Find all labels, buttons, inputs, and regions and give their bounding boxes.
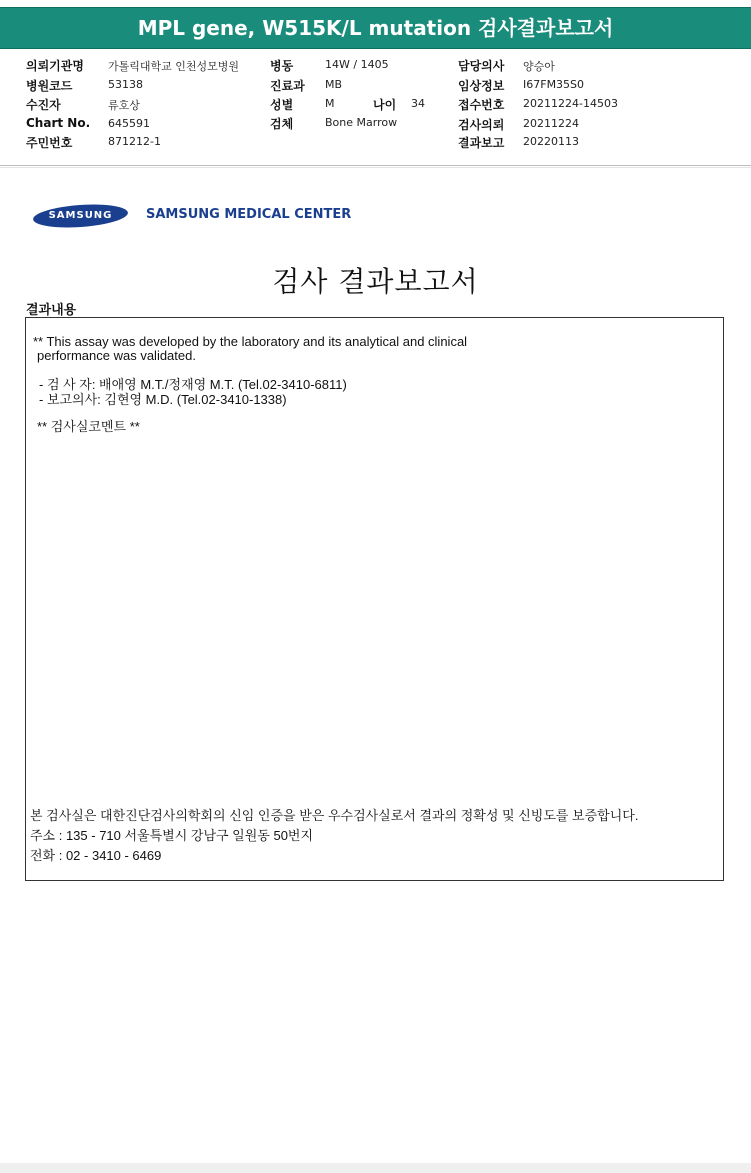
sex-label: 성별 — [270, 98, 294, 112]
header-divider — [0, 165, 751, 166]
chart-no-label: Chart No. — [26, 116, 91, 130]
request-date-value: 20211224 — [523, 117, 579, 130]
report-date-value: 20220113 — [523, 135, 579, 148]
clinical-info-value: I67FM35S0 — [523, 78, 585, 91]
accession-number-value: 20211224-14503 — [523, 97, 618, 110]
report-title-bar: MPL gene, W515K/L mutation 검사결과보고서 — [0, 7, 751, 49]
samsung-logo-text: SAMSUNG — [48, 210, 113, 221]
age-label: 나이 — [373, 98, 397, 112]
hospital-code-label: 병원코드 — [26, 79, 73, 93]
certification-statement: 본 검사실은 대한진단검사의학회의 신임 인증을 받은 우수검사실로서 결과의 정확성 및 신빙도를 보증합니다. — [30, 808, 639, 823]
phone-line: 전화 : 02 - 3410 - 6469 — [30, 848, 162, 863]
physician-value: 양승아 — [523, 60, 555, 73]
header-divider-shadow — [0, 167, 751, 168]
address-line: 주소 : 135 - 710 서울특별시 강남구 일원동 50번지 — [30, 828, 314, 843]
patient-name-label: 수진자 — [26, 98, 61, 112]
tester-line: - 검 사 자: 배애영 M.T./정재영 M.T. (Tel.02-3410-6811) — [39, 377, 347, 392]
resident-number-value: 871212-1 — [108, 135, 161, 148]
accession-number-label: 접수번호 — [458, 98, 505, 112]
assay-note-line1: ** This assay was developed by the laboratory and its analytical and clinical — [33, 334, 468, 349]
result-content-box — [25, 317, 724, 881]
hospital-code-value: 53138 — [108, 78, 143, 91]
department-label: 진료과 — [270, 79, 305, 93]
report-heading: 검사 결과보고서 — [272, 265, 479, 298]
specimen-value: Bone Marrow — [325, 116, 398, 129]
lab-comment-heading: ** 검사실코멘트 ** — [37, 419, 140, 434]
reporting-physician-line: - 보고의사: 김현영 M.D. (Tel.02-3410-1338) — [39, 392, 287, 407]
resident-number-label: 주민번호 — [26, 136, 73, 150]
specimen-label: 검체 — [270, 117, 294, 131]
result-section-label: 결과내용 — [26, 303, 77, 318]
ward-value: 14W / 1405 — [325, 58, 389, 71]
bottom-margin-strip — [0, 1163, 751, 1173]
request-date-label: 검사의뢰 — [458, 118, 505, 132]
sex-value: M — [325, 97, 335, 110]
age-value: 34 — [411, 97, 425, 110]
requesting-institution-value: 가톨릭대학교 인천성모병원 — [108, 60, 240, 73]
assay-note-line2: performance was validated. — [37, 348, 196, 363]
clinical-info-label: 임상정보 — [458, 79, 505, 93]
medical-center-name: SAMSUNG MEDICAL CENTER — [146, 207, 352, 222]
ward-label: 병동 — [270, 59, 294, 73]
chart-no-value: 645591 — [108, 117, 150, 130]
department-value: MB — [325, 78, 343, 91]
requesting-institution-label: 의뢰기관명 — [26, 59, 84, 73]
physician-label: 담당의사 — [458, 59, 505, 73]
report-date-label: 결과보고 — [458, 136, 505, 150]
patient-name-value: 류호상 — [108, 99, 140, 112]
